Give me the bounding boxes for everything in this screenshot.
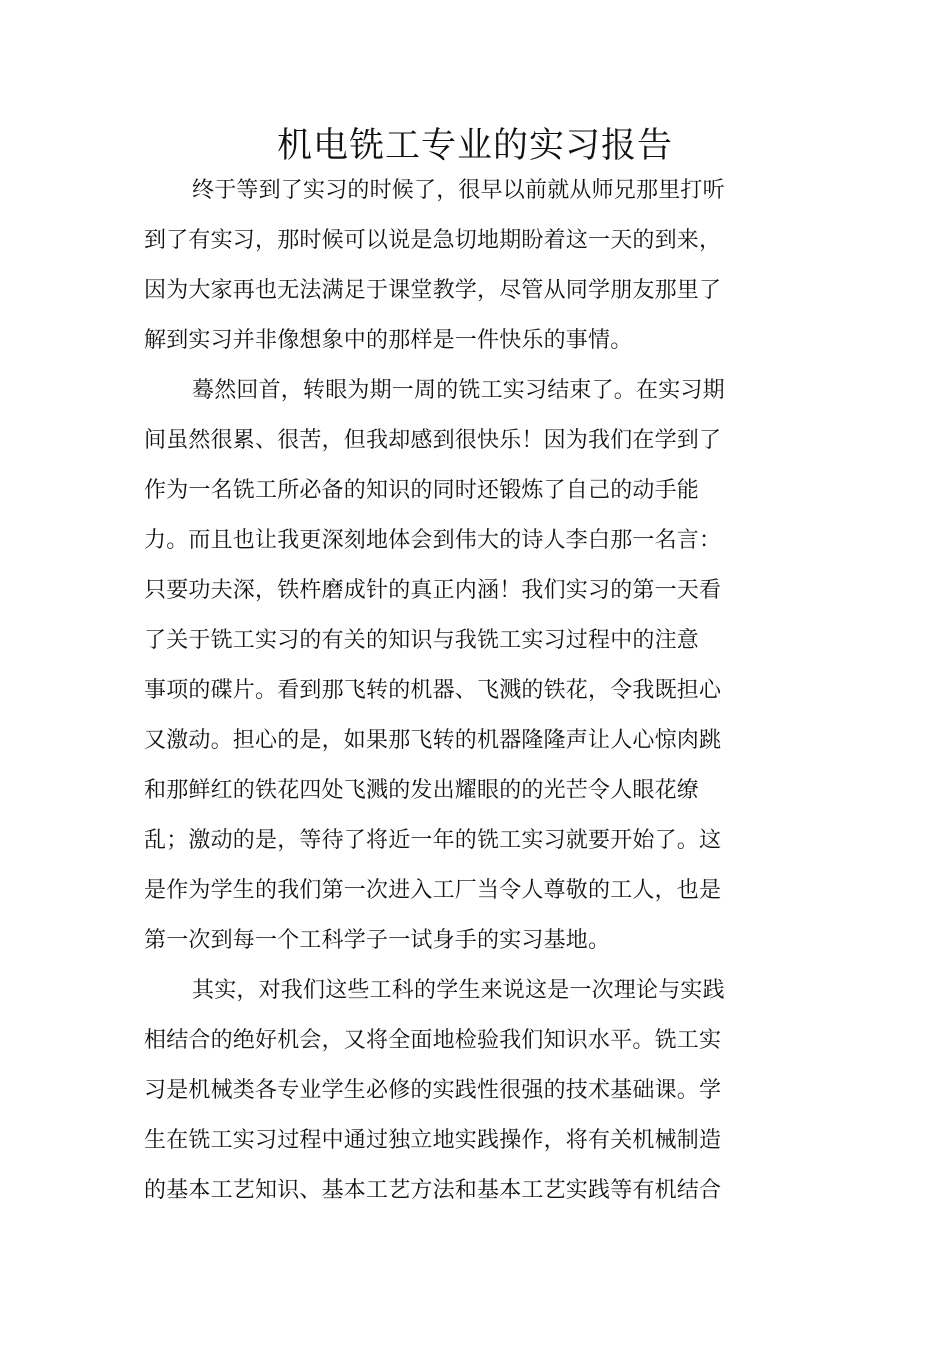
paragraph-3-line-3: 习是机械类各专业学生必修的实践性很强的技术基础课。学 [144,1078,722,1103]
paragraph-2-line-7: 事项的碟片。看到那飞转的机器、飞溅的铁花，令我既担心 [144,678,722,703]
paragraph-2-line-11: 是作为学生的我们第一次进入工厂当令人尊敬的工人，也是 [144,878,722,903]
paragraph-2-line-10: 乱；激动的是，等待了将近一年的铣工实习就要开始了。这 [144,828,722,853]
paragraph-2-line-4: 力。而且也让我更深刻地体会到伟大的诗人李白那一名言： [144,528,722,553]
paragraph-2-line-8: 又激动。担心的是，如果那飞转的机器隆隆声让人心惊肉跳 [144,728,722,753]
paragraph-2-line-5: 只要功夫深，铁杵磨成针的真正内涵！我们实习的第一天看 [144,578,722,603]
paragraph-2-line-3: 作为一名铣工所必备的知识的同时还锻炼了自己的动手能 [144,478,700,503]
paragraph-1-line-3: 因为大家再也无法满足于课堂教学，尽管从同学朋友那里了 [144,278,722,303]
paragraph-3-line-4: 生在铣工实习过程中通过独立地实践操作，将有关机械制造 [144,1128,722,1153]
paragraph-3-line-2: 相结合的绝好机会，又将全面地检验我们知识水平。铣工实 [144,1028,722,1053]
paragraph-1-line-1: 终于等到了实习的时候了，很早以前就从师兄那里打听 [192,178,725,203]
paragraph-2-line-6: 了关于铣工实习的有关的知识与我铣工实习过程中的注意 [144,628,700,653]
paragraph-2-line-1: 蓦然回首，转眼为期一周的铣工实习结束了。在实习期 [192,378,725,403]
paragraph-3-line-5: 的基本工艺知识、基本工艺方法和基本工艺实践等有机结合 [144,1178,722,1203]
document-title: 机电铣工专业的实习报告 [276,126,673,166]
paragraph-2-line-2: 间虽然很累、很苦，但我却感到很快乐！因为我们在学到了 [144,428,722,453]
paragraph-3-line-1: 其实，对我们这些工科的学生来说这是一次理论与实践 [192,978,725,1003]
paragraph-2-line-12: 第一次到每一个工科学子一试身手的实习基地。 [144,928,611,953]
paragraph-2-line-9: 和那鲜红的铁花四处飞溅的发出耀眼的的光芒令人眼花缭 [144,778,700,803]
paragraph-1-line-4: 解到实习并非像想象中的那样是一件快乐的事情。 [144,328,633,353]
paragraph-1-line-2: 到了有实习，那时候可以说是急切地期盼着这一天的到来， [144,228,722,253]
